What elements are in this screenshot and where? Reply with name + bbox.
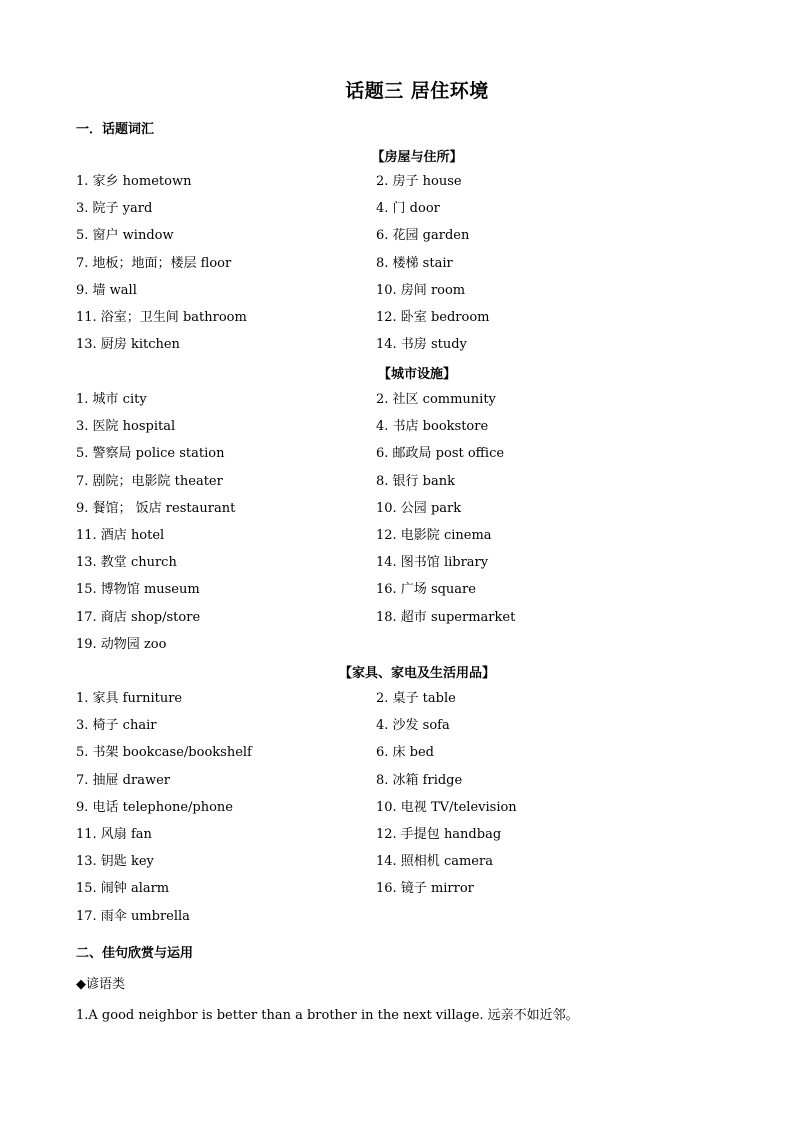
vocab-item: 12. 电影院 cinema <box>376 527 492 543</box>
vocab-item: 19. 动物园 zoo <box>76 636 167 652</box>
vocab-list-furniture-appliances <box>76 685 716 930</box>
vocab-item: 4. 门 door <box>376 201 440 217</box>
category-heading-furniture-appliances: 【家具、家电及生活用品】 <box>338 666 495 681</box>
vocab-item: 17. 商店 shop/store <box>76 609 201 625</box>
vocab-item: 2. 社区 community <box>376 392 496 407</box>
vocab-item: 3. 椅子 chair <box>76 718 157 734</box>
vocab-list-housing <box>76 168 716 358</box>
vocab-item: 3. 院子 yard <box>76 201 153 217</box>
vocab-row <box>76 277 716 304</box>
vocab-item: 2. 房子 house <box>376 174 462 189</box>
vocab-row <box>76 848 716 875</box>
vocab-row <box>76 468 716 495</box>
vocab-item: 5. 窗户 window <box>76 228 174 244</box>
vocab-item: 7. 剧院；电影院 theater <box>76 473 223 489</box>
vocab-row <box>76 794 716 821</box>
vocab-row <box>76 549 716 576</box>
section-heading-sentences: 二、佳句欣赏与运用 <box>76 946 194 961</box>
vocab-item: 1. 家具 furniture <box>76 691 183 706</box>
vocab-row <box>76 767 716 794</box>
vocab-row <box>76 495 716 522</box>
vocab-row <box>76 440 716 467</box>
vocab-item: 6. 邮政局 post office <box>376 446 505 462</box>
vocab-item: 7. 抽屉 drawer <box>76 772 170 788</box>
vocab-row <box>76 195 716 222</box>
subsection-heading-proverbs: ◆谚语类 <box>76 977 125 992</box>
vocab-item: 15. 闹钟 alarm <box>76 881 170 897</box>
vocab-row <box>76 875 716 902</box>
vocab-row <box>76 168 716 195</box>
vocab-item: 11. 酒店 hotel <box>76 527 165 543</box>
vocab-row <box>76 250 716 277</box>
vocab-item: 4. 书店 bookstore <box>376 419 489 435</box>
vocab-row <box>76 304 716 331</box>
vocab-row <box>76 386 716 413</box>
vocab-row <box>76 604 716 631</box>
vocab-item: 14. 书房 study <box>376 337 467 353</box>
vocab-row <box>76 522 716 549</box>
vocab-item: 5. 警察局 police station <box>76 446 225 462</box>
vocab-row <box>76 631 716 658</box>
vocab-row <box>76 739 716 766</box>
vocab-item: 10. 公园 park <box>376 500 462 516</box>
category-heading-housing: 【房屋与住所】 <box>371 150 463 165</box>
vocab-row <box>76 576 716 603</box>
vocab-item: 13. 教堂 church <box>76 555 177 571</box>
vocab-item: 6. 床 bed <box>376 745 435 761</box>
vocab-item: 11. 风扇 fan <box>76 826 152 842</box>
vocab-list-city-facilities <box>76 386 716 658</box>
vocab-item: 8. 冰箱 fridge <box>376 772 463 788</box>
vocab-item: 4. 沙发 sofa <box>376 718 450 734</box>
vocab-row <box>76 331 716 358</box>
category-heading-city-facilities: 【城市设施】 <box>377 367 456 382</box>
vocab-item: 11. 浴室；卫生间 bathroom <box>76 309 247 325</box>
page-title: 话题三 居住环境 <box>345 80 489 102</box>
vocab-item: 6. 花园 garden <box>376 228 470 244</box>
vocab-row <box>76 222 716 249</box>
vocab-item: 16. 镜子 mirror <box>376 881 474 897</box>
vocab-item: 14. 照相机 camera <box>376 854 493 870</box>
vocab-row <box>76 821 716 848</box>
vocab-item: 9. 墙 wall <box>76 282 137 298</box>
vocab-item: 14. 图书馆 library <box>376 555 489 571</box>
vocab-item: 18. 超市 supermarket <box>376 609 516 625</box>
vocab-item: 10. 房间 room <box>376 282 466 298</box>
vocab-item: 8. 楼梯 stair <box>376 255 453 271</box>
vocab-item: 3. 医院 hospital <box>76 419 176 435</box>
vocab-item: 17. 雨伞 umbrella <box>76 908 190 924</box>
vocab-item: 15. 博物馆 museum <box>76 582 200 598</box>
proverb-sentence: 1.A good neighbor is better than a brother in the next village. 远亲不如近邻。 <box>76 1008 579 1023</box>
vocab-item: 16. 广场 square <box>376 582 476 598</box>
vocab-item: 13. 厨房 kitchen <box>76 337 180 353</box>
vocab-row <box>76 685 716 712</box>
vocab-row <box>76 903 716 930</box>
vocab-item: 2. 桌子 table <box>376 691 456 706</box>
vocab-item: 9. 餐馆； 饭店 restaurant <box>76 500 236 516</box>
vocab-row <box>76 712 716 739</box>
vocab-item: 8. 银行 bank <box>376 473 455 489</box>
vocab-item: 1. 城市 city <box>76 392 147 407</box>
vocab-item: 12. 手提包 handbag <box>376 826 502 842</box>
vocab-row <box>76 413 716 440</box>
section-heading-vocabulary: 一．话题词汇 <box>76 122 155 137</box>
vocab-item: 9. 电话 telephone/phone <box>76 799 233 815</box>
vocab-item: 13. 钥匙 key <box>76 854 154 870</box>
vocab-item: 5. 书架 bookcase/bookshelf <box>76 745 252 761</box>
vocab-item: 7. 地板；地面；楼层 floor <box>76 255 232 271</box>
vocab-item: 10. 电视 TV/television <box>376 799 517 815</box>
vocab-item: 1. 家乡 hometown <box>76 174 192 189</box>
vocab-item: 12. 卧室 bedroom <box>376 309 490 325</box>
